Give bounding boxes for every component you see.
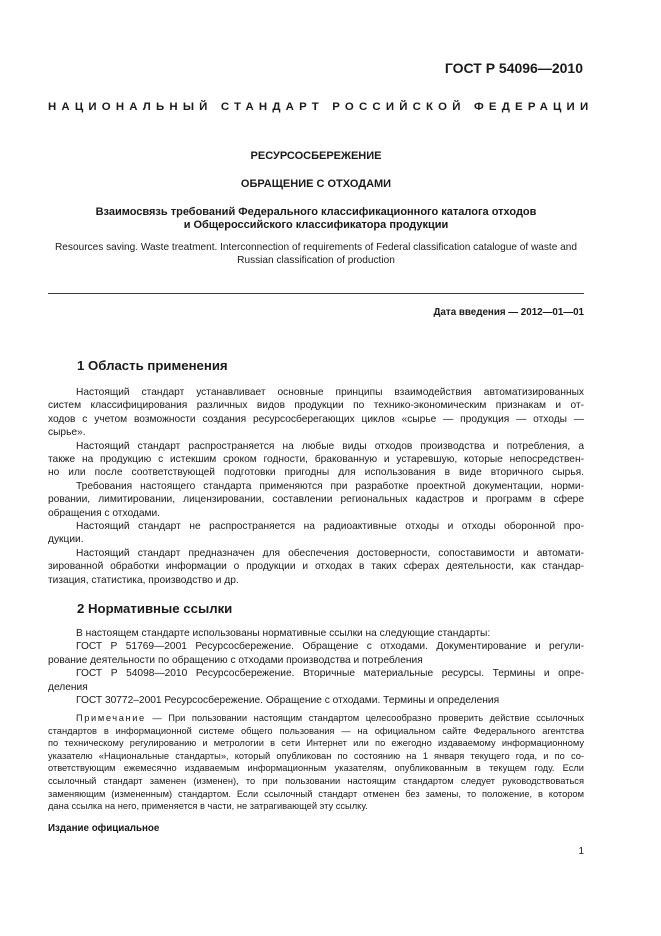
note-line: ответствующим ежемесячно издаваемым информационным указателям, опубликованным в текущем году. Если — [48, 763, 584, 774]
title-subtitle — [48, 206, 584, 232]
note-line: по техническому регулированию и метрологии в сети Интернет или по ежегодно издаваемому информационному — [48, 738, 584, 749]
paragraph-line: Требования настоящего стандарта применяются при разработке проектной документации, норми- — [76, 480, 584, 492]
note-line-text: — При пользовании настоящим стандартом целесообразно проверить действие ссылочных — [145, 713, 584, 723]
paragraph-line: сырье». — [48, 427, 86, 439]
title-line-2: ОБРАЩЕНИЕ С ОТХОДАМИ — [240, 178, 392, 190]
reference-line: ГОСТ Р 51769—2001 Ресурсосбережение. Обращение с отходами. Документирование и регули- — [76, 641, 584, 653]
english-title-line-a: Resources saving. Waste treatment. Interconnection of requirements of Federal classification catalogue of waste and — [55, 242, 577, 253]
paragraph-line: ходов с учетом возможности создания ресурсосберегающих циклов «сырье — продукция — отходы — — [48, 413, 584, 425]
paragraph-line: ровании, лимитировании, лицензировании, составлении региональных кадастров и программ в сфере — [48, 494, 584, 506]
paragraph-line: Настоящий стандарт распространяется на любые виды отходов производства и потребления, а — [76, 440, 584, 452]
paragraph-line: обращения с отходами. — [48, 507, 161, 519]
title-line-1: РЕСУРСОСБЕРЕЖЕНИЕ — [250, 150, 382, 162]
section-1-body — [48, 386, 584, 587]
note-block — [48, 712, 584, 813]
reference-line: ГОСТ 30772–2001 Ресурсосбережение. Обращение с отходами. Термины и определения — [76, 695, 500, 707]
paragraph-line: зированной обработки информации о продукции и отходах в таких сферах деятельности, как стандар- — [48, 561, 584, 573]
paragraph-line: В настоящем стандарте использованы нормативные ссылки на следующие стандарты: — [76, 628, 491, 639]
note-line: ссылочный стандарт заменен (изменен), то при пользовании настоящим стандартом следует руководствоваться — [48, 775, 584, 786]
paragraph-line: но или после соответствующей подготовки пригодны для использования в виде вторичного сырья. — [48, 467, 584, 479]
note-line: указателю «Национальные стандарты», который опубликован по состоянию на 1 января текущего года, и по со- — [48, 750, 584, 761]
paragraph-line: Настоящий стандарт предназначен для обеспечения достоверности, сопоставимости и автомати- — [76, 547, 584, 559]
note-line: заменяющим (измененным) стандартом. Если ссылочный стандарт отменен без замены, то положение, в котором — [48, 788, 584, 799]
reference-line: ГОСТ Р 54098—2010 Ресурсосбережение. Вторичные материальные ресурсы. Термины и опре- — [76, 668, 584, 680]
paragraph-line: Настоящий стандарт устанавливает основные принципы взаимодействия автоматизированных — [76, 387, 584, 398]
paragraph-line: тизация, статистика, производство и др. — [48, 574, 239, 586]
section-2-heading: 2 Нормативные ссылки — [77, 601, 233, 616]
note-line — [48, 712, 584, 725]
official-edition-label: Издание официальное — [48, 823, 160, 834]
section-2-body — [48, 627, 584, 707]
paragraph-line: систем классифицирования различных видов продукции по технико-экономическим признакам и от- — [48, 400, 584, 412]
section-1-heading: 1 Область применения — [77, 358, 228, 373]
english-title — [48, 241, 584, 268]
english-title-line-b: Russian classification of production — [237, 255, 395, 267]
introduction-date: Дата введения — 2012—01—01 — [433, 307, 584, 318]
note-line: стандартов в информационной системе общего пользования — на официальном сайте Федерального агентства — [48, 725, 584, 736]
paragraph-line: также на продукцию с истекшим сроком годности, бракованную и устаревшую, которые непосредствен- — [48, 454, 584, 466]
paragraph-line: дукции. — [48, 534, 84, 546]
page-number: 1 — [578, 846, 584, 857]
reference-line: рование деятельности по обращению с отходами производства и потребления — [48, 654, 423, 666]
paragraph-line: Настоящий стандарт не распространяется на радиоактивные отходы и отходы оборонной про- — [76, 521, 584, 533]
title-subtitle-line-a: Взаимосвязь требований Федерального классификационного каталога отходов — [95, 206, 537, 218]
note-line: дана ссылка на него, применяется в части, не затрагивающей эту ссылку. — [48, 801, 368, 812]
national-standard-banner: НАЦИОНАЛЬНЫЙ СТАНДАРТ РОССИЙСКОЙ ФЕДЕРАЦИИ — [48, 101, 594, 113]
note-label: Примечание — [76, 713, 146, 723]
header-divider — [48, 293, 584, 294]
reference-line: деления — [48, 681, 88, 693]
document-code: ГОСТ Р 54096—2010 — [444, 60, 583, 76]
title-subtitle-line-b: и Общероссийского классификатора продукции — [183, 219, 449, 231]
